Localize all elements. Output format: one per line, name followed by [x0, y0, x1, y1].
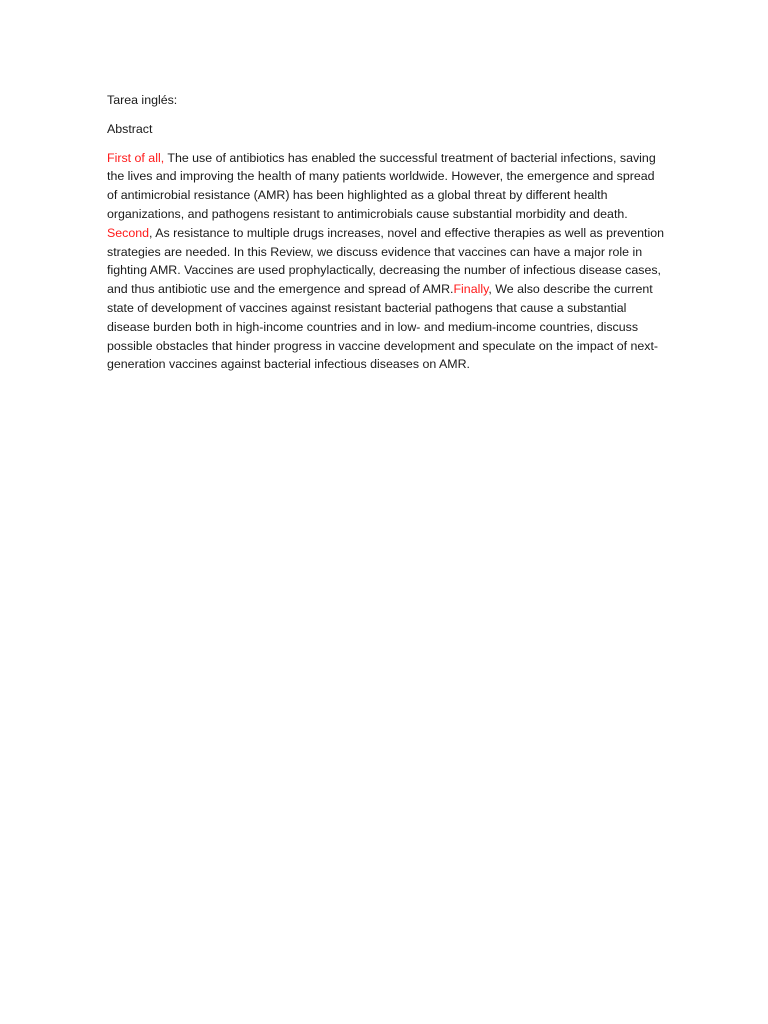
marker-second: Second — [107, 225, 150, 240]
body-part-3: , We also describe the current state of development of vaccines against resistant bacterial pathogens that cause a substantial disease burden both in high-income countries and in low- and medium-income countries, discuss possible obstacles that hinder progress in vaccine development and speculate on the impact of next-generation vaccines against bacterial infectious diseases on AMR. — [107, 282, 659, 372]
abstract-heading: Abstract — [107, 121, 153, 136]
document-page — [107, 91, 667, 374]
body-part-1: The use of antibiotics has enabled the successful treatment of bacterial infections, saving the lives and improving the health of many patients worldwide. However, the emergence and spread of antimicrobial resistance (AMR) has been highlighted as a global threat by different health organizations, and pathogens resistant to antimicrobials cause substantial morbidity and death. — [107, 150, 660, 221]
body-part-2: , As resistance to multiple drugs increases, novel and effective therapies as well as prevention strategies are needed. In this Review, we discuss evidence that vaccines can have a major role in fighting AMR. Vaccines are used prophylactically, decreasing the number of infectious disease cases, and thus antibiotic use and the emergence and spread of AMR. — [107, 225, 668, 297]
marker-first-of-all: First of all, — [107, 150, 165, 165]
document-title: Tarea inglés: — [107, 93, 178, 107]
marker-finally: Finally — [453, 282, 489, 297]
abstract-body — [107, 149, 667, 375]
